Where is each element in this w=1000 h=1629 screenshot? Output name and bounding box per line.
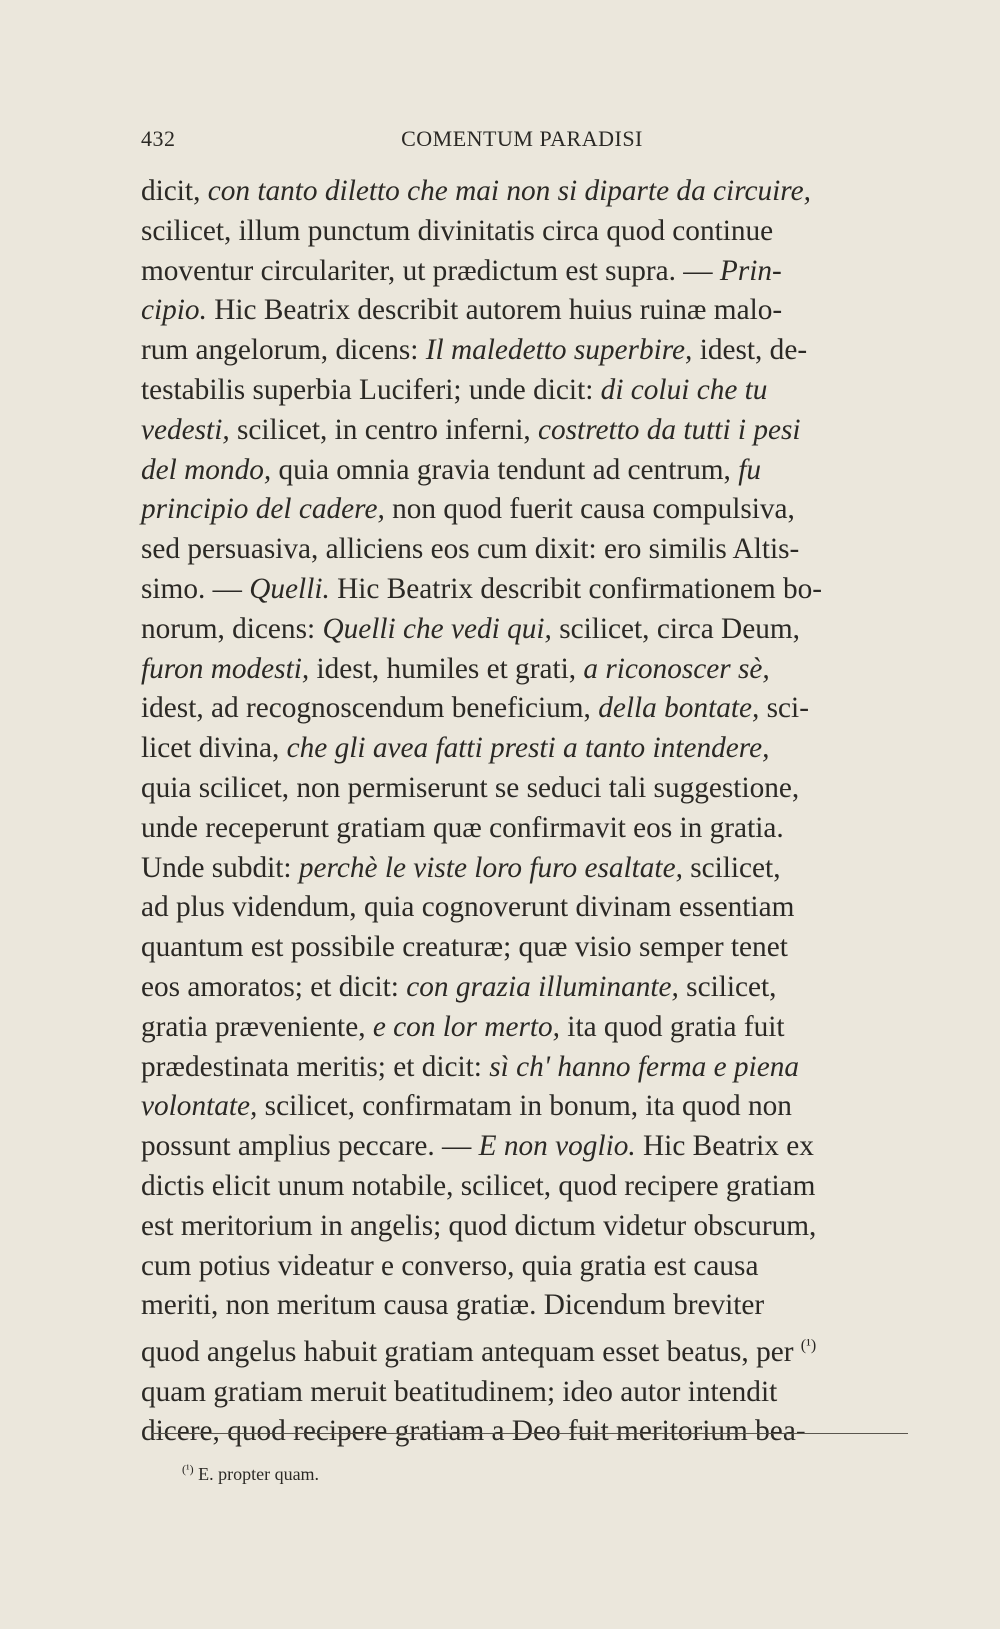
text-line [141, 1373, 903, 1413]
italic-quote: principio del cadere, [141, 493, 385, 526]
text-line [141, 451, 903, 491]
text-run: moventur circulariter, ut prædictum est supra. — [141, 254, 720, 287]
italic-quote: vedesti, [141, 413, 230, 446]
text-run: scilicet, circa Deum, [551, 612, 800, 645]
text-run: idest, humiles et grati, [309, 652, 584, 685]
text-run: non quod fuerit causa compulsiva, [384, 493, 795, 526]
text-line [141, 331, 903, 371]
text-run: meriti, non meritum causa gratiæ. Dicendum breviter [141, 1289, 765, 1322]
text-run: dicit, [141, 175, 208, 207]
text-line [141, 1326, 903, 1373]
text-line [141, 490, 903, 530]
footnote-mark: (¹) [182, 1462, 194, 1476]
text-line [141, 1048, 903, 1088]
text-line [141, 371, 903, 411]
italic-quote: che gli avea fatti presti a tanto intendere, [286, 732, 770, 765]
italic-quote: a riconoscer sè, [583, 652, 770, 685]
italic-quote: Il maledetto superbire, [425, 334, 693, 367]
text-run: Unde subdit: [141, 851, 299, 884]
text-run: dicere, quod recipere gratiam a Deo fuit meritorium bea- [141, 1415, 806, 1448]
text-line [141, 1207, 903, 1247]
text-run: cum potius videatur e converso, quia gratia est causa [141, 1249, 759, 1282]
text-run: idest, de- [692, 334, 808, 367]
commentary-text [141, 172, 903, 1452]
text-run: Hic Beatrix describit autorem huius ruinæ malo- [206, 294, 783, 327]
text-line [141, 888, 903, 928]
text-line [141, 1087, 903, 1127]
text-line [141, 1286, 903, 1326]
text-run: quia scilicet, non permiserunt se seduci tali suggestione, [141, 771, 800, 804]
text-run: dictis elicit unum notabile, scilicet, quod recipere gratiam [141, 1169, 816, 1202]
italic-quote: Quelli. [249, 572, 330, 605]
text-run: idest, ad recognoscendum beneficium, [141, 692, 599, 725]
text-line [141, 729, 903, 769]
footnote [182, 1462, 319, 1485]
text-run: prædestinata meritis; et dicit: [141, 1050, 490, 1083]
text-run: ad plus videndum, quia cognoverunt divinam essentiam [141, 891, 795, 924]
text-run: eos amoratos; et dicit: [141, 970, 407, 1003]
text-run: unde receperunt gratiam quæ confirmavit eos in gratia. [141, 811, 784, 844]
text-run: scilicet, [682, 851, 781, 884]
text-line [141, 291, 903, 331]
text-run: scilicet, [678, 970, 777, 1003]
page-header [141, 126, 903, 160]
italic-quote: E non voglio. [478, 1130, 636, 1163]
text-run: quod angelus habuit gratiam antequam esset beatus, per [141, 1335, 801, 1368]
footnote-ref: (¹) [800, 1337, 817, 1355]
text-line [141, 1167, 903, 1207]
text-run: quam gratiam meruit beatitudinem; ideo autor intendit [141, 1375, 778, 1408]
text-line [141, 172, 903, 212]
text-line [141, 212, 903, 252]
italic-quote: perchè le viste loro furo esaltate, [298, 851, 683, 884]
footnote-text: E. propter quam. [198, 1464, 320, 1484]
text-run: gratia præveniente, [141, 1010, 373, 1043]
text-line [141, 968, 903, 1008]
text-run: possunt amplius peccare. — [141, 1130, 479, 1163]
text-run: est meritorium in angelis; quod dictum videtur obscurum, [141, 1209, 817, 1242]
italic-quote: volontate, [141, 1090, 258, 1123]
text-run: sci- [759, 692, 809, 725]
footnote-rule [152, 1433, 908, 1434]
text-run: scilicet, illum punctum divinitatis circa quod continue [141, 214, 774, 247]
italic-quote: fu [738, 453, 761, 486]
text-line [141, 689, 903, 729]
italic-quote: furon modesti, [141, 652, 310, 685]
page-number: 432 [141, 126, 176, 151]
text-line [141, 650, 903, 690]
text-line [141, 809, 903, 849]
text-line [141, 1127, 903, 1167]
text-run: testabilis superbia Luciferi; unde dicit: [141, 373, 601, 406]
italic-quote: del mondo, [141, 453, 272, 486]
text-line [141, 530, 903, 570]
text-line [141, 928, 903, 968]
text-run: Hic Beatrix describit confirmationem bo- [329, 572, 823, 605]
text-line [141, 1247, 903, 1287]
text-run: licet divina, [141, 732, 287, 765]
text-run: scilicet, in centro inferni, [229, 413, 538, 446]
text-line [141, 570, 903, 610]
text-run: rum angelorum, dicens: [141, 334, 426, 367]
italic-quote: della bontate, [598, 692, 760, 725]
text-line [141, 411, 903, 451]
italic-quote: sì ch' hanno ferma e piena [489, 1050, 799, 1083]
italic-quote: e con lor merto, [372, 1010, 560, 1043]
text-line [141, 252, 903, 292]
text-run: sed persuasiva, alliciens eos cum dixit: ero similis Altis- [141, 533, 800, 566]
text-line [141, 849, 903, 889]
italic-quote: di colui che tu [600, 373, 768, 406]
text-run: scilicet, confirmatam in bonum, ita quod non [257, 1090, 792, 1123]
text-run: simo. — [141, 572, 250, 605]
text-run: quantum est possibile creaturæ; quæ visio semper tenet [141, 931, 788, 964]
italic-quote: costretto da tutti i pesi [538, 413, 801, 446]
italic-quote: Prin- [719, 254, 782, 287]
text-line [141, 610, 903, 650]
text-line [141, 1008, 903, 1048]
text-run: ita quod gratia fuit [559, 1010, 785, 1043]
italic-quote: con grazia illuminante, [406, 970, 679, 1003]
italic-quote: con tanto diletto che mai non si diparte da circuire, [207, 175, 811, 207]
text-run: quia omnia gravia tendunt ad centrum, [271, 453, 739, 486]
italic-quote: cipio. [141, 294, 207, 327]
text-run: Hic Beatrix ex [635, 1130, 814, 1163]
text-line [141, 769, 903, 809]
running-title: COMENTUM PARADISI [401, 126, 643, 151]
italic-quote: Quelli che vedi qui, [322, 612, 552, 645]
text-run: norum, dicens: [141, 612, 323, 645]
